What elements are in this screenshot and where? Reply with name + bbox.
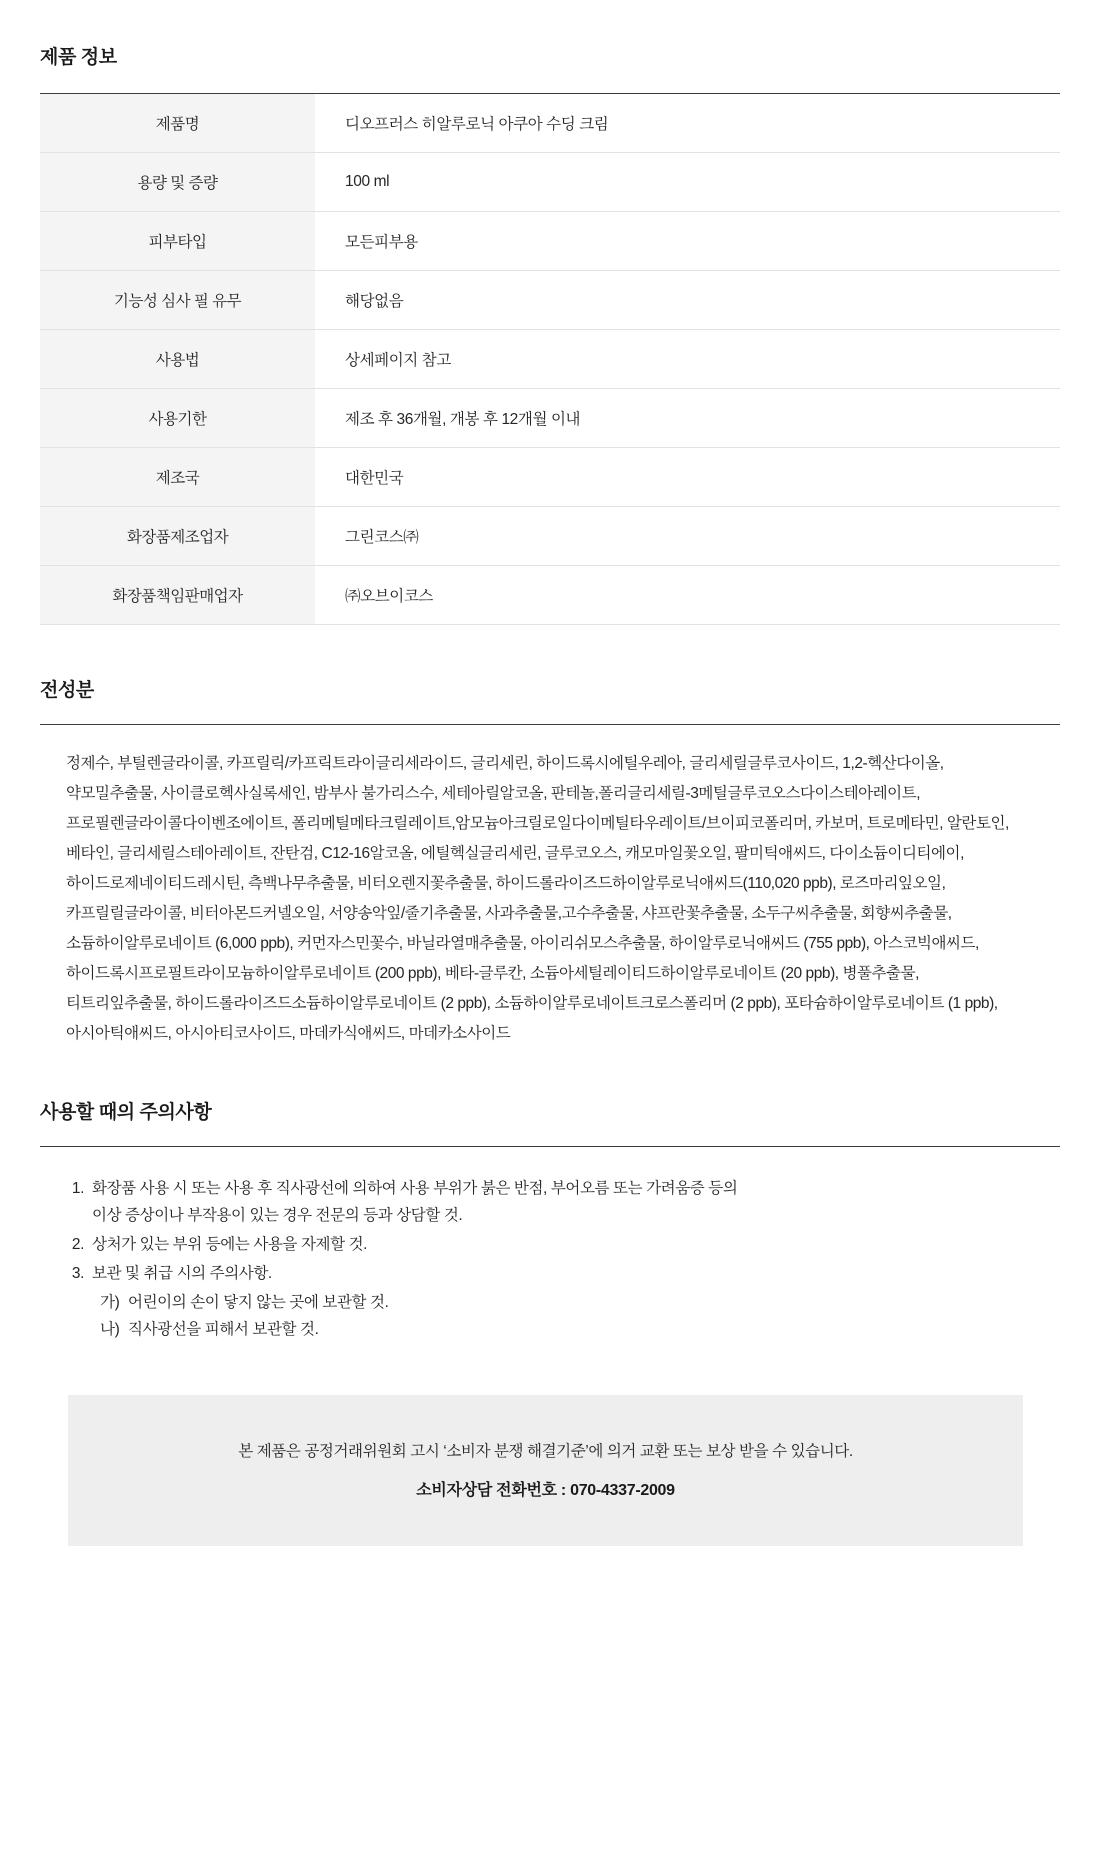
table-row-label: 기능성 심사 필 유무 (40, 271, 315, 330)
ingredients-section (40, 675, 1060, 1049)
consumer-phone-number: 소비자상담 전화번호 : 070-4337-2009 (416, 1482, 675, 1499)
notice-text: 본 제품은 공정거래위원회 고시 ‘소비자 분쟁 해결기준’에 의거 교환 또는 보상 받을 수 있습니다. (238, 1443, 853, 1460)
table-row (40, 389, 1060, 448)
cautions-divider (40, 1146, 1060, 1147)
table-row (40, 507, 1060, 566)
cautions-list (66, 1175, 1060, 1343)
list-sub-item-marker: 가) (100, 1294, 120, 1311)
list-item (66, 1175, 1060, 1229)
table-row (40, 212, 1060, 271)
table-row-value: 그린코스㈜ (345, 529, 419, 546)
table-row (40, 448, 1060, 507)
list-item-number: 1. (71, 1180, 84, 1197)
list-sub-item (100, 1289, 1060, 1316)
table-row-value: 100 ml (345, 173, 390, 190)
list-item-text: 보관 및 취급 시의 주의사항. (92, 1265, 272, 1282)
table-row-value: 제조 후 36개월, 개봉 후 12개월 이내 (345, 411, 581, 428)
list-item-text (92, 1175, 952, 1229)
table-row (40, 271, 1060, 330)
list-item (66, 1260, 1060, 1287)
table-row-label: 사용기한 (40, 389, 315, 448)
product-info-section (40, 42, 1060, 625)
table-row-value: 대한민국 (345, 470, 404, 487)
table-row-label: 제조국 (40, 448, 315, 507)
ingredients-title: 전성분 (40, 680, 94, 701)
table-row-label: 사용법 (40, 330, 315, 389)
table-row-value: 디오프러스 히알루로닉 아쿠아 수딩 크림 (345, 116, 609, 133)
table-row-label: 화장품책임판매업자 (40, 566, 315, 625)
notice-section (40, 1395, 1060, 1546)
list-sub-item-marker: 나) (100, 1321, 120, 1338)
table-row-label: 용량 및 증량 (40, 153, 315, 212)
product-detail-page (0, 42, 1100, 1546)
table-row-label: 제품명 (40, 94, 315, 153)
list-sub-item-text: 직사광선을 피해서 보관할 것. (128, 1321, 319, 1338)
list-item-number: 3. (71, 1265, 84, 1282)
list-sub-item (100, 1316, 1060, 1343)
consumer-notice-box (68, 1395, 1023, 1546)
list-item-line: 화장품 사용 시 또는 사용 후 직사광선에 의하여 사용 부위가 붉은 반점, 부어오름 또는 가려움증 등의 (92, 1180, 738, 1197)
ingredients-text: 정제수, 부틸렌글라이콜, 카프릴릭/카프릭트라이글리세라이드, 글리세린, 하이드록시에틸우레아, 글리세릴글루코사이드, 1,2-헥산다이올, 약모밀추출물, 사이클로헥사실록세인, 밤부사 불가리스수, 세테아릴알코올, 판테놀,폴리글리세릴-3메틸글루코오스다이스테아레이트, 프로필렌글라이콜다이벤조에이트, 폴리메틸메타크릴레이트,암모늄아크릴로일다이메틸타우레이트/브이피코폴리머, 카보머, 트로메타민, 알란토인, 베타인, 글리세릴스테아레이트, 잔탄검, C12-16알코올, 에틸헥실글리세린, 글루코오스, 캐모마일꽃오일, 팔미틱애씨드, 다이소듐이디티에이, 하이드로제네이티드레시틴, 측백나무추출물, 비터오렌지꽃추출물, 하이드롤라이즈드하이알루로닉애씨드(110,020 ppb), 로즈마리잎오일, 카프릴릴글라이콜, 비터아몬드커넬오일, 서양송악잎/줄기추출물, 사과추출물,고수추출물, 샤프란꽃추출물, 소두구씨추출물, 회향씨추출물, 소듐하이알루로네이트 (6,000 ppb), 커먼자스민꽃수, 바닐라열매추출물, 아이리쉬모스추출물, 하이알루로닉애씨드 (755 ppb), 아스코빅애씨드, 하이드록시프로필트라이모늄하이알루로네이트 (200 ppb), 베타-글루칸, 소듐아세틸레이티드하이알루로네이트 (20 ppb), 병풀추출물, 티트리잎추출물, 하이드롤라이즈드소듐하이알루로네이트 (2 ppb), 소듐하이알루로네이트크로스폴리머 (2 ppb), 포타슘하이알루로네이트 (1 ppb), 아시아틱애씨드, 아시아티코사이드, 마데카식애씨드, 마데카소사이드 (66, 755, 1009, 1042)
list-item-number: 2. (71, 1236, 84, 1253)
list-item-line: 이상 증상이나 부작용이 있는 경우 전문의 등과 상담할 것. (92, 1207, 463, 1224)
cautions-section (40, 1097, 1060, 1343)
table-row-label: 화장품제조업자 (40, 507, 315, 566)
table-row (40, 94, 1060, 153)
list-item-text: 상처가 있는 부위 등에는 사용을 자제할 것. (92, 1236, 368, 1253)
table-row (40, 566, 1060, 625)
list-item (66, 1231, 1060, 1258)
list-sub-item-text: 어린이의 손이 닿지 않는 곳에 보관할 것. (128, 1294, 389, 1311)
table-row (40, 330, 1060, 389)
table-row-value: 모든피부용 (345, 234, 418, 251)
table-row-label: 피부타입 (40, 212, 315, 271)
product-info-table (40, 93, 1060, 625)
table-row-value: 상세페이지 참고 (345, 352, 451, 369)
cautions-title: 사용할 때의 주의사항 (40, 1102, 212, 1123)
ingredients-divider (40, 724, 1060, 725)
table-row (40, 153, 1060, 212)
table-row-value: 해당없음 (345, 293, 404, 310)
table-row-value: ㈜오브이코스 (345, 588, 433, 605)
product-info-title: 제품 정보 (40, 47, 117, 68)
